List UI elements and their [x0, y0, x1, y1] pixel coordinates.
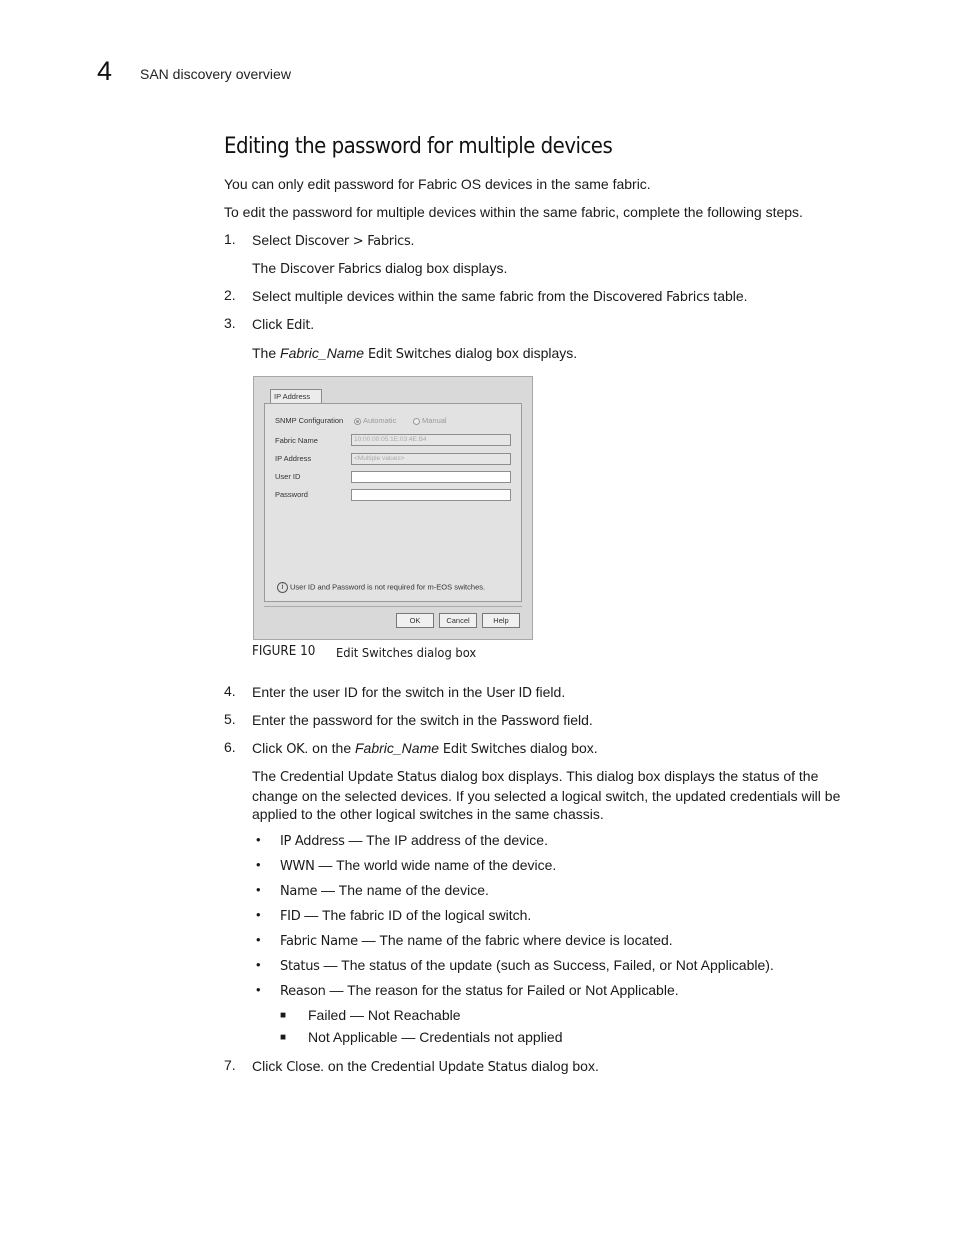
- step-1-note: The Discover Fabrics dialog box displays.: [252, 260, 508, 277]
- step-3-note: The Fabric_Name Edit Switches dialog box displays.: [252, 345, 578, 362]
- help-button[interactable]: Help: [482, 613, 520, 628]
- step-number: 1.: [224, 231, 236, 247]
- chapter-number: 4: [97, 56, 113, 86]
- intro-paragraph-2: To edit the password for multiple devices within the same fabric, complete the following steps.: [224, 204, 803, 220]
- ui-term: OK: [286, 742, 305, 757]
- square-bullet-icon: ■: [280, 1010, 287, 1021]
- snmp-configuration-label: SNMP Configuration: [275, 416, 344, 425]
- info-icon: i: [277, 582, 288, 593]
- user-id-label: User ID: [275, 472, 301, 481]
- list-item: FID — The fabric ID of the logical switch.: [280, 907, 532, 924]
- tab-ip-address[interactable]: IP Address: [270, 389, 322, 403]
- ui-term: Credential Update Status: [280, 770, 437, 785]
- radio-icon: [354, 418, 361, 425]
- figure-label: FIGURE 10: [252, 644, 316, 659]
- ui-term: Credential Update Status: [370, 1060, 528, 1075]
- bullet-icon: •: [256, 957, 261, 972]
- cancel-button[interactable]: Cancel: [439, 613, 477, 628]
- step-1: Select Discover > Fabrics.: [252, 232, 415, 249]
- list-item: Status — The status of the update (such as Success, Failed, or Not Applicable).: [280, 957, 774, 974]
- step-3: Click Edit.: [252, 316, 315, 333]
- step-5: Enter the password for the switch in the Password field.: [252, 712, 593, 729]
- divider: [264, 606, 522, 607]
- step-4: Enter the user ID for the switch in the User ID field.: [252, 684, 566, 701]
- square-bullet-icon: ■: [280, 1032, 287, 1043]
- bullet-icon: •: [256, 857, 261, 872]
- step-6: Click OK. on the Fabric_Name Edit Switches dialog box.: [252, 740, 598, 757]
- step-7: Click Close. on the Credential Update Status dialog box.: [252, 1058, 599, 1075]
- edit-switches-dialog: [253, 376, 533, 640]
- ui-term: Edit Switches: [442, 742, 527, 757]
- dialog-panel: [264, 403, 522, 602]
- info-message: i User ID and Password is not required for m-EOS switches.: [277, 582, 485, 593]
- bullet-icon: •: [256, 907, 261, 922]
- bullet-icon: •: [256, 932, 261, 947]
- step-number: 5.: [224, 711, 236, 727]
- list-item: Name — The name of the device.: [280, 882, 489, 899]
- sub-list-item: Not Applicable — Credentials not applied: [308, 1029, 563, 1045]
- ip-address-field: <Multiple values>: [351, 453, 511, 465]
- ui-term: Edit: [286, 318, 311, 333]
- step-2: Select multiple devices within the same fabric from the Discovered Fabrics table.: [252, 288, 748, 305]
- ip-address-label: IP Address: [275, 454, 312, 463]
- ui-term: Discovered Fabrics: [592, 290, 710, 305]
- section-heading: Editing the password for multiple devices: [224, 134, 613, 159]
- ui-term: User ID: [486, 686, 532, 701]
- bullet-icon: •: [256, 982, 261, 997]
- list-item: Fabric Name — The name of the fabric where device is located.: [280, 932, 673, 949]
- radio-automatic[interactable]: Automatic: [354, 416, 396, 425]
- sub-list-item: Failed — Not Reachable: [308, 1007, 461, 1023]
- step-number: 3.: [224, 315, 236, 331]
- ui-term: Discover Fabrics: [280, 262, 382, 277]
- step-number: 6.: [224, 739, 236, 755]
- running-header: SAN discovery overview: [140, 66, 291, 82]
- intro-paragraph-1: You can only edit password for Fabric OS devices in the same fabric.: [224, 176, 651, 192]
- figure-caption: Edit Switches dialog box: [336, 645, 477, 660]
- password-label: Password: [275, 490, 308, 499]
- step-number: 2.: [224, 287, 236, 303]
- step-number: 7.: [224, 1057, 236, 1073]
- user-id-input[interactable]: [351, 471, 511, 483]
- fabric-name-label: Fabric Name: [275, 436, 318, 445]
- step-6-note: The Credential Update Status dialog box displays. This dialog box displays the status of the change on the selected devices. If you selected a logical switch, the updated credentials will be applied to the other logical switches in the same chassis.: [252, 768, 841, 822]
- ui-term: Discover > Fabrics: [294, 234, 411, 249]
- list-item: IP Address — The IP address of the device.: [280, 832, 548, 849]
- radio-manual[interactable]: Manual: [413, 416, 447, 425]
- radio-icon: [413, 418, 420, 425]
- step-number: 4.: [224, 683, 236, 699]
- ui-term: Edit Switches: [367, 347, 452, 362]
- fabric-name-field: 10:00:00:05:1E:03:4E:B4: [351, 434, 511, 446]
- ui-term: Password: [501, 714, 560, 729]
- list-item: WWN — The world wide name of the device.: [280, 857, 557, 874]
- password-input[interactable]: [351, 489, 511, 501]
- bullet-icon: •: [256, 832, 261, 847]
- list-item: Reason — The reason for the status for Failed or Not Applicable.: [280, 982, 679, 999]
- ui-term: Close: [286, 1060, 321, 1075]
- ok-button[interactable]: OK: [396, 613, 434, 628]
- bullet-icon: •: [256, 882, 261, 897]
